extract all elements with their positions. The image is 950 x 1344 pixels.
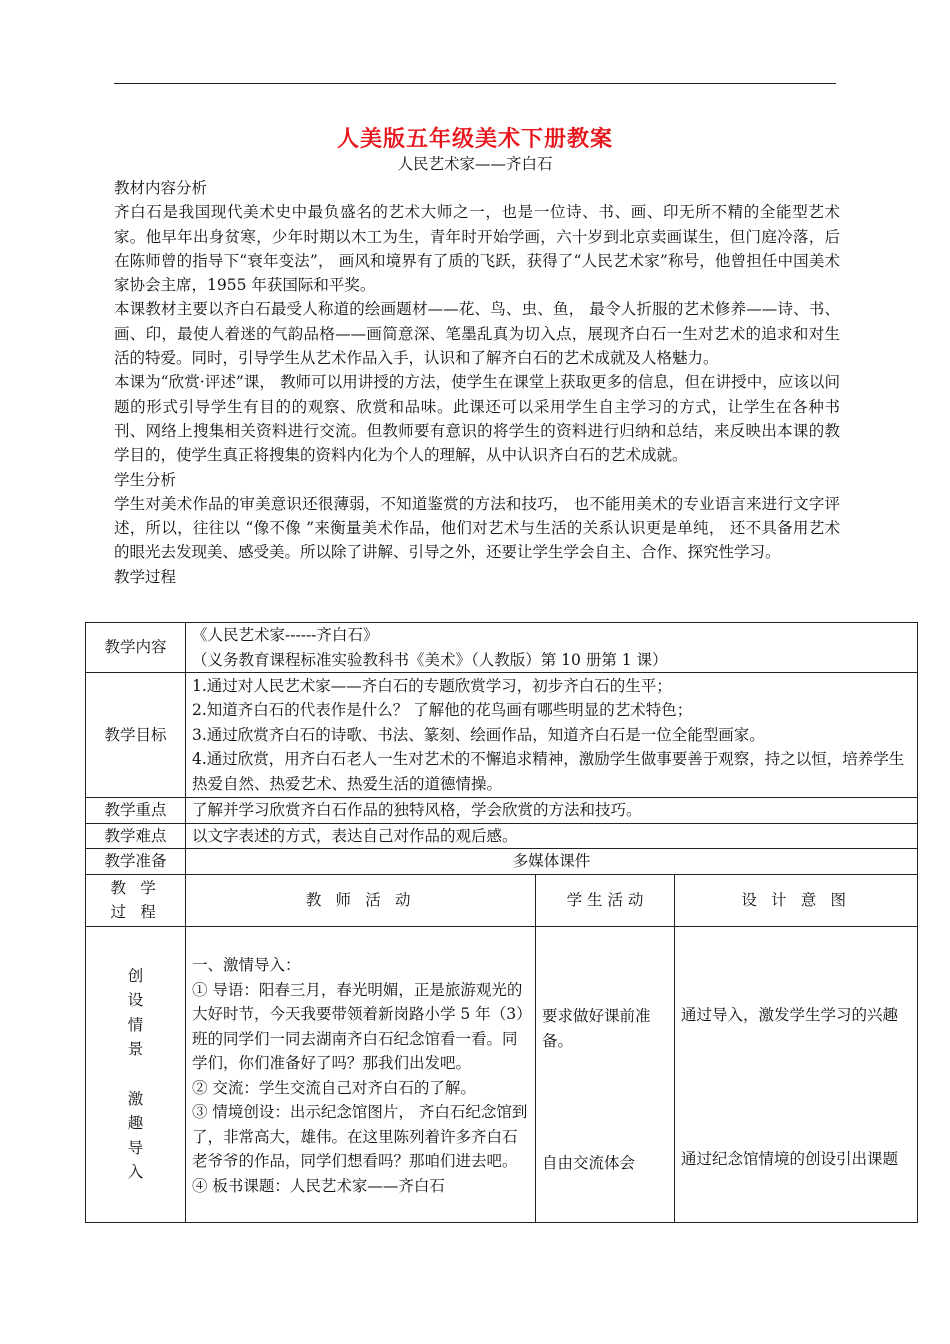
- stage-char: 导: [127, 1138, 144, 1157]
- table-row: [86, 849, 918, 875]
- difficulty-text: 以文字表述的方式，表达自己对作品的观后感。: [186, 823, 918, 849]
- stage-char: 设: [127, 991, 144, 1009]
- difficulty-label: 教学难点: [86, 823, 186, 849]
- stage-char: 激: [127, 1089, 144, 1108]
- body-text: [114, 176, 840, 589]
- teacher-column-header: 教 师 活 动: [186, 874, 536, 926]
- process-header-line-2: 过 程: [110, 903, 161, 921]
- content-line-1: 《人民艺术家------齐白石》: [192, 626, 379, 644]
- content-label: 教学内容: [86, 623, 186, 673]
- stage-char: 情: [127, 1015, 144, 1034]
- table-row: [86, 623, 918, 673]
- teacher-line-2: ① 导语：阳春三月，春光明媚，正是旅游观光的大好时节，今天我要带领着新岗路小学 5 年（3）班的同学们一同去湖南齐白石纪念馆看一看。同学们，你们准备好了吗？那我们出发吧。: [192, 980, 524, 1072]
- process-header-line-1: 教 学: [110, 878, 161, 897]
- goals-cell: [186, 673, 918, 798]
- stage-char: 入: [127, 1163, 144, 1181]
- stage-cell: [86, 926, 186, 1222]
- design-intent-1: 通过导入，激发学生学习的兴趣: [681, 1005, 899, 1024]
- prep-label: 教学准备: [86, 849, 186, 875]
- process-column-header: [86, 874, 186, 926]
- student-gap: [542, 1053, 668, 1151]
- lesson-table: [85, 622, 918, 1223]
- teacher-line-3: ② 交流：学生交流自己对齐白石的了解。: [192, 1078, 476, 1097]
- design-intent-cell: [675, 926, 918, 1222]
- goal-item-3: 3.通过欣赏齐白石的诗歌、书法、篆刻、绘画作品，知道齐白石是一位全能型画家。: [192, 725, 765, 744]
- stage-char: 趣: [127, 1114, 144, 1132]
- content-line-2: （义务教育课程标准实验教科书《美术》（人教版）第 10 册第 1 课）: [192, 650, 668, 669]
- header-rule: [114, 83, 836, 84]
- content-cell: [186, 623, 918, 673]
- table-row: [86, 798, 918, 824]
- content-paragraph-3: 本课为“欣赏·评述”课， 教师可以用讲授的方法，使学生在课堂上获取更多的信息，但在讲授中，应该以问题的形式引导学生有目的的观察、欣赏和品味。此课还可以采用学生自主学习的方式，让学生在各种书刊、网络上搜集相关资料进行交流。但教师要有意识的将学生的资料进行归纳和总结，来反映出本课的教学目的，使学生真正将搜集的资料内化为个人的理解，从中认识齐白石的艺术成就。: [114, 373, 840, 465]
- student-analysis-heading: 学生分析: [114, 470, 177, 489]
- teacher-line-5: ④ 板书课题：人民艺术家——齐白石: [192, 1176, 445, 1195]
- design-column-header: 设 计 意 图: [675, 874, 918, 926]
- goal-item-1: 1.通过对人民艺术家——齐白石的专题欣赏学习，初步齐白石的生平；: [192, 676, 672, 695]
- document-subtitle: 人民艺术家——齐白石: [397, 155, 553, 173]
- key-text: 了解并学习欣赏齐白石作品的独特风格，学会欣赏的方法和技巧。: [186, 798, 918, 824]
- design-intent-2: 通过纪念馆情境的创设引出课题: [681, 1150, 899, 1168]
- student-activity-1: 要求做好课前准备。: [542, 1007, 651, 1050]
- goal-item-4: 4.通过欣赏，用齐白石老人一生对艺术的不懈追求精神，激励学生做事要善于观察，持之以恒，培养学生热爱自然、热爱艺术、热爱生活的道德情操。: [192, 750, 905, 793]
- table-header-row: [86, 874, 918, 926]
- table-row: [86, 926, 918, 1222]
- teacher-line-1: 一、激情导入：: [192, 956, 301, 974]
- document-title: 人美版五年级美术下册教案: [336, 127, 613, 152]
- teacher-activity-cell: [186, 926, 536, 1222]
- process-heading: 教学过程: [114, 567, 177, 586]
- student-activity-cell: [536, 926, 675, 1222]
- student-column-header: 学 生 活 动: [536, 874, 675, 926]
- key-label: 教学重点: [86, 798, 186, 824]
- table-row: [86, 673, 918, 798]
- content-analysis-heading: 教材内容分析: [114, 179, 208, 197]
- content-paragraph-1: 齐白石是我国现代美术史中最负盛名的艺术大师之一，也是一位诗、书、画、印无所不精的全能型艺术家。他早年出身贫寒，少年时期以木工为生，青年时开始学画，六十岁到北京卖画谋生，但门庭冷落，后在陈师曾的指导下“衰年变法”， 画风和境界有了质的飞跃，获得了“人民艺术家”称号，他曾担任中国美术家协会主席，1955 年获国际和平奖。: [114, 203, 840, 295]
- student-activity-2: 自由交流体会: [542, 1154, 636, 1173]
- design-gap: [681, 1027, 911, 1147]
- teacher-line-4: ③ 情境创设：出示纪念馆图片， 齐白石纪念馆到了，非常高大，雄伟。在这里陈列着许多齐白石老爷爷的作品，同学们想看吗？那咱们进去吧。: [192, 1103, 528, 1170]
- table-row: [86, 823, 918, 849]
- goal-item-2: 2.知道齐白石的代表作是什么？ 了解他的花鸟画有哪些明显的艺术特色；: [192, 701, 693, 720]
- stage-char: 创: [127, 966, 144, 985]
- stage-char: 景: [127, 1040, 144, 1058]
- student-analysis-paragraph: 学生对美术作品的审美意识还很薄弱，不知道鉴赏的方法和技巧， 也不能用美术的专业语言来进行文字评述，所以，往往以 “像不像 ”来衡量美术作品，他们对艺术与生活的关系认识更是单纯， 还不具备用艺术的眼光去发现美、感受美。所以除了讲解、引导之外，还要让学生学会自主、合作、探究性学习。: [114, 494, 840, 562]
- goals-label: 教学目标: [86, 673, 186, 798]
- content-paragraph-2: 本课教材主要以齐白石最受人称道的绘画题材——花、鸟、虫、鱼， 最令人折服的艺术修养——诗、书、画、印，最使人着迷的气韵品格——画简意深、笔墨乱真为切入点，展现齐白石一生对艺术的追求和对生活的特爱。同时，引导学生从艺术作品入手，认识和了解齐白石的艺术成就及人格魅力。: [114, 300, 840, 368]
- prep-text: 多媒体课件: [186, 849, 918, 875]
- stage-gap: [92, 1062, 179, 1087]
